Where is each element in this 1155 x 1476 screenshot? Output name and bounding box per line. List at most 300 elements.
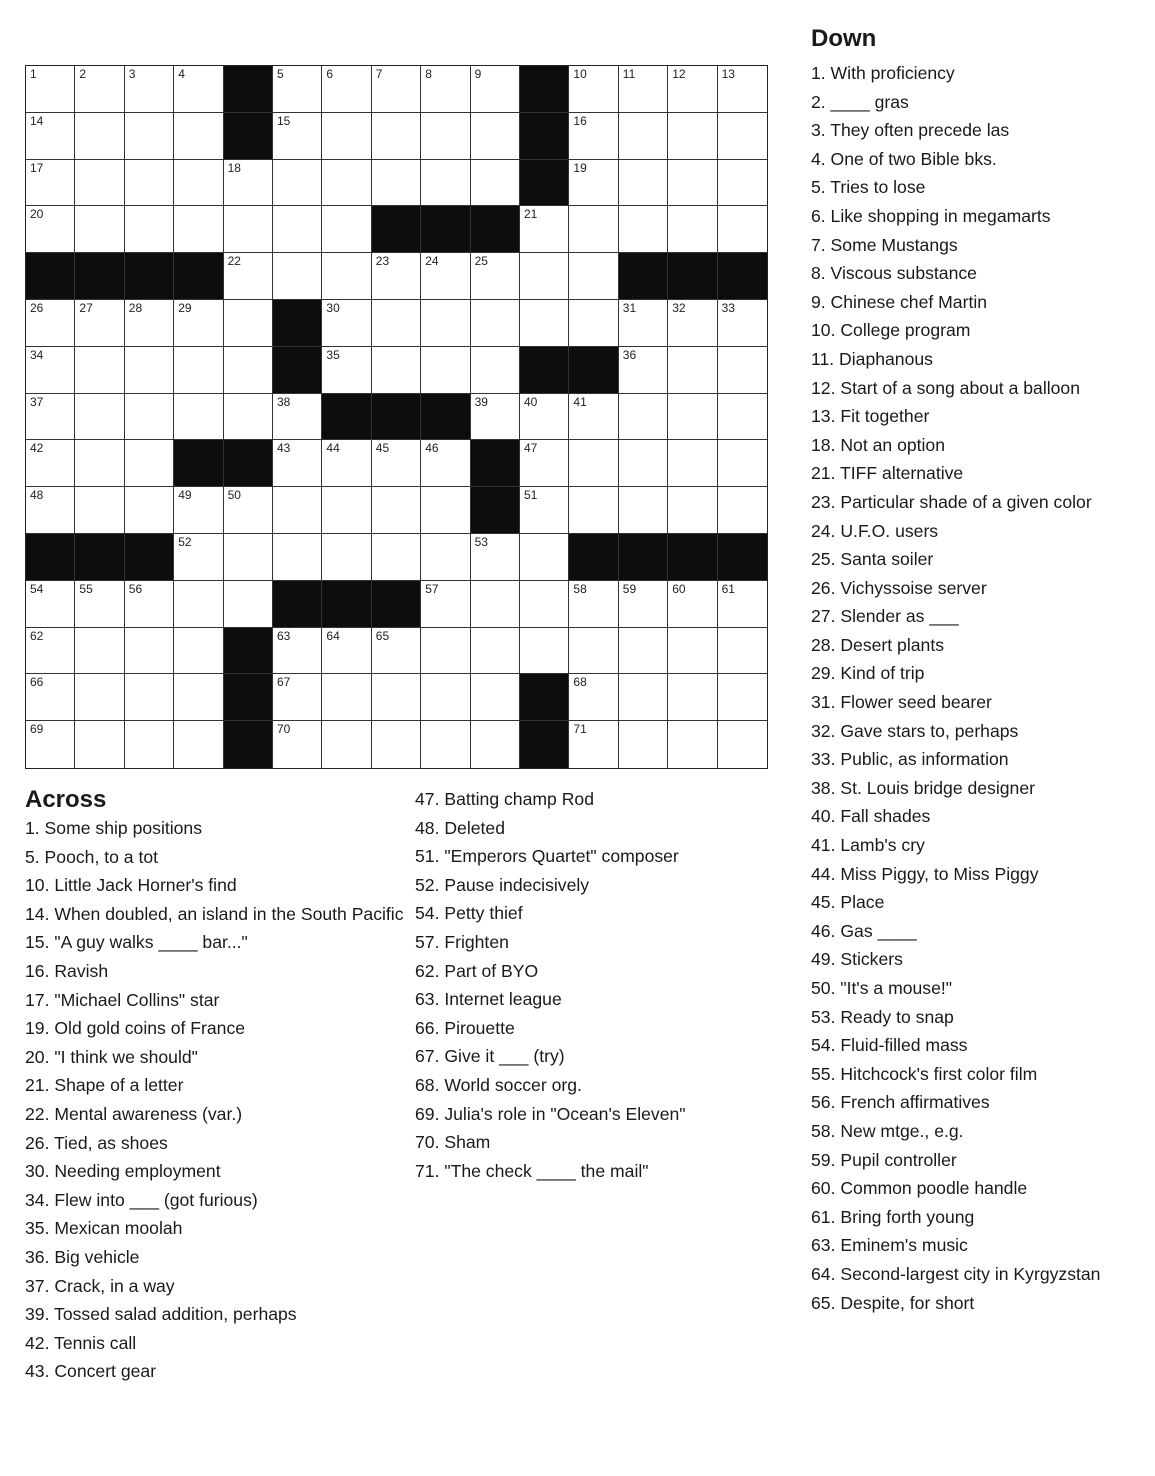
down-clue: 2. ____ gras (811, 91, 909, 112)
grid-cell[interactable] (75, 66, 124, 113)
down-clue: 58. New mtge., e.g. (811, 1120, 964, 1141)
grid-cell[interactable] (125, 440, 174, 487)
block-cell (619, 253, 668, 300)
cell-number: 44 (326, 441, 340, 456)
grid-cell[interactable] (75, 581, 124, 628)
grid-cell[interactable] (322, 440, 371, 487)
grid-cell[interactable] (520, 534, 569, 581)
grid-cell[interactable] (619, 628, 668, 675)
across-clue-list-1 (25, 814, 405, 1386)
grid-cell[interactable] (569, 394, 618, 441)
down-clue: 41. Lamb's cry (811, 835, 925, 856)
grid-cell[interactable] (75, 394, 124, 441)
grid-cell[interactable] (668, 440, 717, 487)
grid-cell[interactable] (26, 347, 75, 394)
grid-cell[interactable] (718, 347, 767, 394)
across-clue: 22. Mental awareness (var.) (25, 1103, 243, 1124)
grid-cell[interactable] (718, 674, 767, 721)
grid-cell[interactable] (372, 721, 421, 768)
grid-cell[interactable] (421, 253, 470, 300)
block-cell (273, 581, 322, 628)
grid-cell[interactable] (421, 487, 470, 534)
cell-number: 61 (721, 581, 735, 596)
grid-cell[interactable] (125, 487, 174, 534)
grid-cell[interactable] (718, 721, 767, 768)
down-clue: 1. With proficiency (811, 63, 955, 83)
cell-number: 57 (425, 581, 439, 596)
grid-cell[interactable] (224, 581, 273, 628)
across-clue: 68. World soccer org. (415, 1074, 582, 1095)
cell-number: 19 (573, 160, 587, 175)
grid-cell[interactable] (421, 160, 470, 207)
grid-cell[interactable] (668, 721, 717, 768)
block-cell (125, 534, 174, 581)
cell-number: 56 (128, 581, 143, 596)
grid-cell[interactable] (273, 440, 322, 487)
grid-cell[interactable] (26, 394, 75, 441)
grid-cell[interactable] (372, 440, 421, 487)
cell-number: 9 (474, 67, 482, 81)
grid-cell[interactable] (569, 721, 618, 768)
grid-cell[interactable] (421, 300, 470, 347)
grid-cell[interactable] (569, 253, 618, 300)
grid-cell[interactable] (668, 487, 717, 534)
grid-cell[interactable] (718, 66, 767, 113)
grid-cell[interactable] (273, 628, 322, 675)
grid-cell[interactable] (174, 674, 223, 721)
down-clue: 55. Hitchcock's first color film (811, 1063, 1038, 1084)
grid-cell[interactable] (26, 66, 75, 113)
grid-cell[interactable] (569, 581, 618, 628)
across-clue: 14. When doubled, an island in the South Pacific (25, 903, 404, 924)
grid-cell[interactable] (174, 394, 223, 441)
down-clue: 4. One of two Bible bks. (811, 148, 997, 169)
cell-number: 15 (277, 113, 291, 128)
grid-cell[interactable] (322, 160, 371, 207)
block-cell (520, 347, 569, 394)
grid-cell[interactable] (75, 113, 124, 160)
grid-cell[interactable] (125, 394, 174, 441)
cell-number: 13 (721, 67, 735, 81)
down-clue: 65. Despite, for short (811, 1292, 975, 1313)
block-cell (372, 206, 421, 253)
grid-cell[interactable] (174, 206, 223, 253)
grid-cell[interactable] (125, 347, 174, 394)
across-clue: 16. Ravish (25, 960, 109, 981)
grid-cell[interactable] (421, 628, 470, 675)
grid-cell[interactable] (372, 347, 421, 394)
block-cell (224, 113, 273, 160)
grid-cell[interactable] (75, 347, 124, 394)
grid-cell[interactable] (421, 674, 470, 721)
grid-cell[interactable] (569, 206, 618, 253)
down-clue: 26. Vichyssoise server (811, 577, 987, 598)
grid-cell[interactable] (619, 347, 668, 394)
grid-cell[interactable] (471, 347, 520, 394)
grid-cell[interactable] (273, 253, 322, 300)
grid-cell[interactable] (718, 113, 767, 160)
grid-cell[interactable] (322, 534, 371, 581)
down-clue-list (811, 59, 1151, 1317)
grid-cell[interactable] (322, 347, 371, 394)
cell-number: 66 (30, 675, 44, 690)
down-clue: 24. U.F.O. users (811, 520, 939, 541)
grid-cell[interactable] (273, 674, 322, 721)
grid-cell[interactable] (273, 113, 322, 160)
grid-cell[interactable] (224, 347, 273, 394)
grid-cell[interactable] (75, 674, 124, 721)
grid-cell[interactable] (668, 347, 717, 394)
grid-cell[interactable] (372, 160, 421, 207)
grid-cell[interactable] (471, 721, 520, 768)
grid-cell[interactable] (619, 300, 668, 347)
grid-cell[interactable] (520, 394, 569, 441)
cell-number: 4 (178, 67, 185, 81)
cell-number: 24 (425, 254, 439, 269)
grid-cell[interactable] (569, 628, 618, 675)
cell-number: 6 (326, 67, 334, 81)
grid-cell[interactable] (569, 160, 618, 207)
across-clue: 42. Tennis call (25, 1332, 137, 1353)
grid-cell[interactable] (125, 581, 174, 628)
across-clue: 62. Part of BYO (415, 960, 539, 981)
across-clue: 21. Shape of a letter (25, 1075, 184, 1096)
cell-number: 67 (277, 675, 291, 690)
grid-cell[interactable] (26, 721, 75, 768)
grid-cell[interactable] (174, 721, 223, 768)
grid-cell[interactable] (471, 300, 520, 347)
grid-cell[interactable] (569, 487, 618, 534)
grid-cell[interactable] (174, 113, 223, 160)
grid-cell[interactable] (668, 581, 717, 628)
block-cell (174, 440, 223, 487)
grid-cell[interactable] (471, 581, 520, 628)
cell-number: 37 (30, 394, 44, 409)
grid-cell[interactable] (26, 113, 75, 160)
down-clue: 44. Miss Piggy, to Miss Piggy (811, 863, 1039, 884)
block-cell (471, 206, 520, 253)
grid-cell[interactable] (125, 300, 174, 347)
grid-cell[interactable] (619, 581, 668, 628)
cell-number: 60 (672, 581, 686, 596)
grid-cell[interactable] (520, 300, 569, 347)
cell-number: 1 (30, 67, 37, 81)
grid-cell[interactable] (668, 66, 717, 113)
grid-cell[interactable] (471, 394, 520, 441)
grid-cell[interactable] (174, 347, 223, 394)
cell-number: 27 (79, 300, 93, 315)
cell-number: 2 (79, 67, 87, 81)
block-cell (520, 674, 569, 721)
cell-number: 46 (425, 441, 439, 456)
across-heading: Across (25, 786, 107, 813)
across-clue: 47. Batting champ Rod (415, 789, 594, 809)
grid-cell[interactable] (125, 206, 174, 253)
grid-cell[interactable] (372, 487, 421, 534)
cell-number: 35 (326, 347, 340, 362)
across-clue: 35. Mexican moolah (25, 1218, 183, 1239)
grid-cell[interactable] (668, 674, 717, 721)
grid-cell[interactable] (718, 160, 767, 207)
grid-cell[interactable] (520, 628, 569, 675)
cell-number: 68 (573, 675, 587, 690)
grid-cell[interactable] (273, 721, 322, 768)
grid-cell[interactable] (668, 113, 717, 160)
cell-number: 59 (622, 581, 637, 596)
grid-cell[interactable] (26, 160, 75, 207)
grid-cell[interactable] (619, 113, 668, 160)
grid-cell[interactable] (471, 534, 520, 581)
down-clue: 29. Kind of trip (811, 663, 925, 684)
grid-cell[interactable] (718, 394, 767, 441)
grid-cell[interactable] (26, 487, 75, 534)
grid-cell[interactable] (619, 394, 668, 441)
grid-cell[interactable] (471, 113, 520, 160)
grid-cell[interactable] (718, 628, 767, 675)
block-cell (421, 206, 470, 253)
grid-cell[interactable] (75, 628, 124, 675)
cell-number: 29 (178, 300, 192, 315)
block-cell (322, 581, 371, 628)
across-clue: 71. "The check ____ the mail" (415, 1160, 649, 1181)
grid-cell[interactable] (520, 206, 569, 253)
across-clue: 51. "Emperors Quartet" composer (415, 846, 679, 867)
across-clue: 39. Tossed salad addition, perhaps (25, 1304, 297, 1325)
grid-cell[interactable] (322, 66, 371, 113)
across-clue: 63. Internet league (415, 989, 562, 1010)
across-clue: 17. "Michael Collins" star (25, 989, 220, 1010)
grid-cell[interactable] (224, 534, 273, 581)
cell-number: 58 (573, 581, 587, 596)
across-clue: 30. Needing employment (25, 1161, 221, 1182)
grid-cell[interactable] (718, 581, 767, 628)
grid-cell[interactable] (224, 487, 273, 534)
grid-cell[interactable] (224, 253, 273, 300)
grid-cell[interactable] (273, 487, 322, 534)
grid-cell[interactable] (26, 581, 75, 628)
down-clue: 64. Second-largest city in Kyrgyzstan (811, 1263, 1101, 1284)
block-cell (224, 628, 273, 675)
down-clue: 49. Stickers (811, 949, 903, 970)
block-cell (125, 253, 174, 300)
grid-cell[interactable] (26, 300, 75, 347)
grid-cell[interactable] (421, 721, 470, 768)
grid-cell[interactable] (421, 113, 470, 160)
grid-cell[interactable] (125, 160, 174, 207)
down-clue: 32. Gave stars to, perhaps (811, 720, 1019, 741)
grid-cell[interactable] (668, 160, 717, 207)
grid-cell[interactable] (421, 440, 470, 487)
cell-number: 28 (128, 300, 143, 315)
cell-number: 32 (672, 300, 686, 315)
grid-cell[interactable] (75, 487, 124, 534)
down-clue: 33. Public, as information (811, 749, 1009, 770)
cell-number: 5 (277, 67, 284, 81)
grid-cell[interactable] (569, 440, 618, 487)
block-cell (520, 113, 569, 160)
grid-cell[interactable] (125, 628, 174, 675)
down-clue: 50. "It's a mouse!" (811, 978, 953, 998)
grid-cell[interactable] (322, 487, 371, 534)
cell-number: 53 (474, 534, 488, 549)
cell-number: 22 (227, 254, 241, 269)
grid-cell[interactable] (322, 721, 371, 768)
cell-number: 52 (178, 534, 192, 549)
grid-cell[interactable] (471, 674, 520, 721)
grid-cell[interactable] (619, 440, 668, 487)
grid-cell[interactable] (372, 628, 421, 675)
block-cell (174, 253, 223, 300)
grid-cell[interactable] (322, 674, 371, 721)
grid-cell[interactable] (569, 113, 618, 160)
grid-cell[interactable] (174, 534, 223, 581)
grid-cell[interactable] (174, 300, 223, 347)
across-clue: 34. Flew into ___ (got furious) (25, 1189, 258, 1210)
block-cell (224, 66, 273, 113)
grid-cell[interactable] (224, 160, 273, 207)
grid-cell[interactable] (372, 534, 421, 581)
block-cell (718, 253, 767, 300)
grid-cell[interactable] (718, 206, 767, 253)
grid-cell[interactable] (718, 300, 767, 347)
grid-cell[interactable] (75, 440, 124, 487)
down-clue: 61. Bring forth young (811, 1206, 975, 1227)
cell-number: 17 (30, 160, 44, 175)
grid-cell[interactable] (322, 628, 371, 675)
grid-cell[interactable] (372, 300, 421, 347)
cell-number: 23 (375, 254, 390, 269)
grid-cell[interactable] (75, 721, 124, 768)
grid-cell[interactable] (718, 440, 767, 487)
grid-cell[interactable] (718, 487, 767, 534)
grid-cell[interactable] (421, 347, 470, 394)
across-clue: 26. Tied, as shoes (25, 1132, 168, 1153)
grid-cell[interactable] (569, 674, 618, 721)
grid-cell[interactable] (619, 160, 668, 207)
cell-number: 11 (622, 67, 636, 81)
grid-cell[interactable] (26, 440, 75, 487)
down-clue: 40. Fall shades (811, 806, 931, 827)
grid-cell[interactable] (372, 674, 421, 721)
grid-cell[interactable] (471, 628, 520, 675)
down-clue: 3. They often precede las (811, 120, 1010, 141)
cell-number: 43 (277, 441, 291, 456)
grid-cell[interactable] (569, 66, 618, 113)
grid-cell[interactable] (322, 253, 371, 300)
grid-cell[interactable] (569, 300, 618, 347)
grid-cell[interactable] (26, 206, 75, 253)
grid-cell[interactable] (273, 534, 322, 581)
grid-cell[interactable] (471, 66, 520, 113)
grid-cell[interactable] (125, 113, 174, 160)
across-clue: 19. Old gold coins of France (25, 1018, 246, 1039)
grid-cell[interactable] (668, 394, 717, 441)
grid-cell[interactable] (619, 487, 668, 534)
down-clue: 18. Not an option (811, 434, 946, 455)
grid-cell[interactable] (668, 206, 717, 253)
down-heading: Down (811, 25, 877, 52)
cell-number: 3 (128, 67, 136, 81)
down-clue: 5. Tries to lose (811, 177, 926, 198)
grid-cell[interactable] (520, 253, 569, 300)
grid-cell[interactable] (174, 66, 223, 113)
grid-cell[interactable] (520, 440, 569, 487)
block-cell (520, 66, 569, 113)
grid-cell[interactable] (322, 300, 371, 347)
grid-cell[interactable] (421, 534, 470, 581)
grid-cell[interactable] (471, 160, 520, 207)
grid-cell[interactable] (224, 394, 273, 441)
grid-cell[interactable] (273, 394, 322, 441)
grid-cell[interactable] (125, 674, 174, 721)
cell-number: 12 (672, 67, 686, 81)
grid-cell[interactable] (174, 581, 223, 628)
grid-cell[interactable] (619, 66, 668, 113)
grid-cell[interactable] (125, 66, 174, 113)
block-cell (224, 440, 273, 487)
grid-cell[interactable] (372, 113, 421, 160)
cell-number: 8 (425, 67, 432, 81)
block-cell (26, 534, 75, 581)
cell-number: 47 (524, 441, 538, 456)
grid-cell[interactable] (322, 206, 371, 253)
grid-cell[interactable] (75, 300, 124, 347)
crossword-grid (25, 65, 768, 769)
across-clue: 48. Deleted (415, 817, 505, 838)
grid-cell[interactable] (372, 66, 421, 113)
grid-cell[interactable] (224, 300, 273, 347)
grid-cell[interactable] (273, 66, 322, 113)
grid-cell[interactable] (125, 721, 174, 768)
across-clue: 67. Give it ___ (try) (415, 1046, 565, 1067)
grid-cell[interactable] (75, 206, 124, 253)
grid-cell[interactable] (174, 487, 223, 534)
grid-cell[interactable] (273, 206, 322, 253)
grid-cell[interactable] (273, 160, 322, 207)
grid-cell[interactable] (520, 487, 569, 534)
cell-number: 26 (30, 300, 44, 315)
grid-cell[interactable] (619, 674, 668, 721)
grid-cell[interactable] (668, 628, 717, 675)
grid-cell[interactable] (322, 113, 371, 160)
grid-cell[interactable] (372, 253, 421, 300)
cell-number: 10 (573, 67, 587, 81)
grid-cell[interactable] (520, 581, 569, 628)
grid-cell[interactable] (174, 160, 223, 207)
down-clue: 13. Fit together (811, 406, 930, 427)
grid-cell[interactable] (26, 628, 75, 675)
down-clue: 31. Flower seed bearer (811, 692, 992, 713)
grid-cell[interactable] (619, 206, 668, 253)
grid-cell[interactable] (421, 66, 470, 113)
cell-number: 40 (524, 394, 538, 409)
grid-cell[interactable] (668, 300, 717, 347)
grid-cell[interactable] (471, 253, 520, 300)
across-clue: 36. Big vehicle (25, 1246, 140, 1267)
grid-cell[interactable] (26, 674, 75, 721)
grid-cell[interactable] (619, 721, 668, 768)
cell-number: 69 (30, 722, 44, 737)
cell-number: 16 (573, 113, 587, 128)
across-clue: 43. Concert gear (25, 1361, 157, 1382)
grid-cell[interactable] (75, 160, 124, 207)
down-clue: 6. Like shopping in megamarts (811, 205, 1051, 226)
block-cell (421, 394, 470, 441)
grid-cell[interactable] (224, 206, 273, 253)
down-clue: 63. Eminem's music (811, 1235, 968, 1256)
grid-cell[interactable] (174, 628, 223, 675)
grid-cell[interactable] (421, 581, 470, 628)
